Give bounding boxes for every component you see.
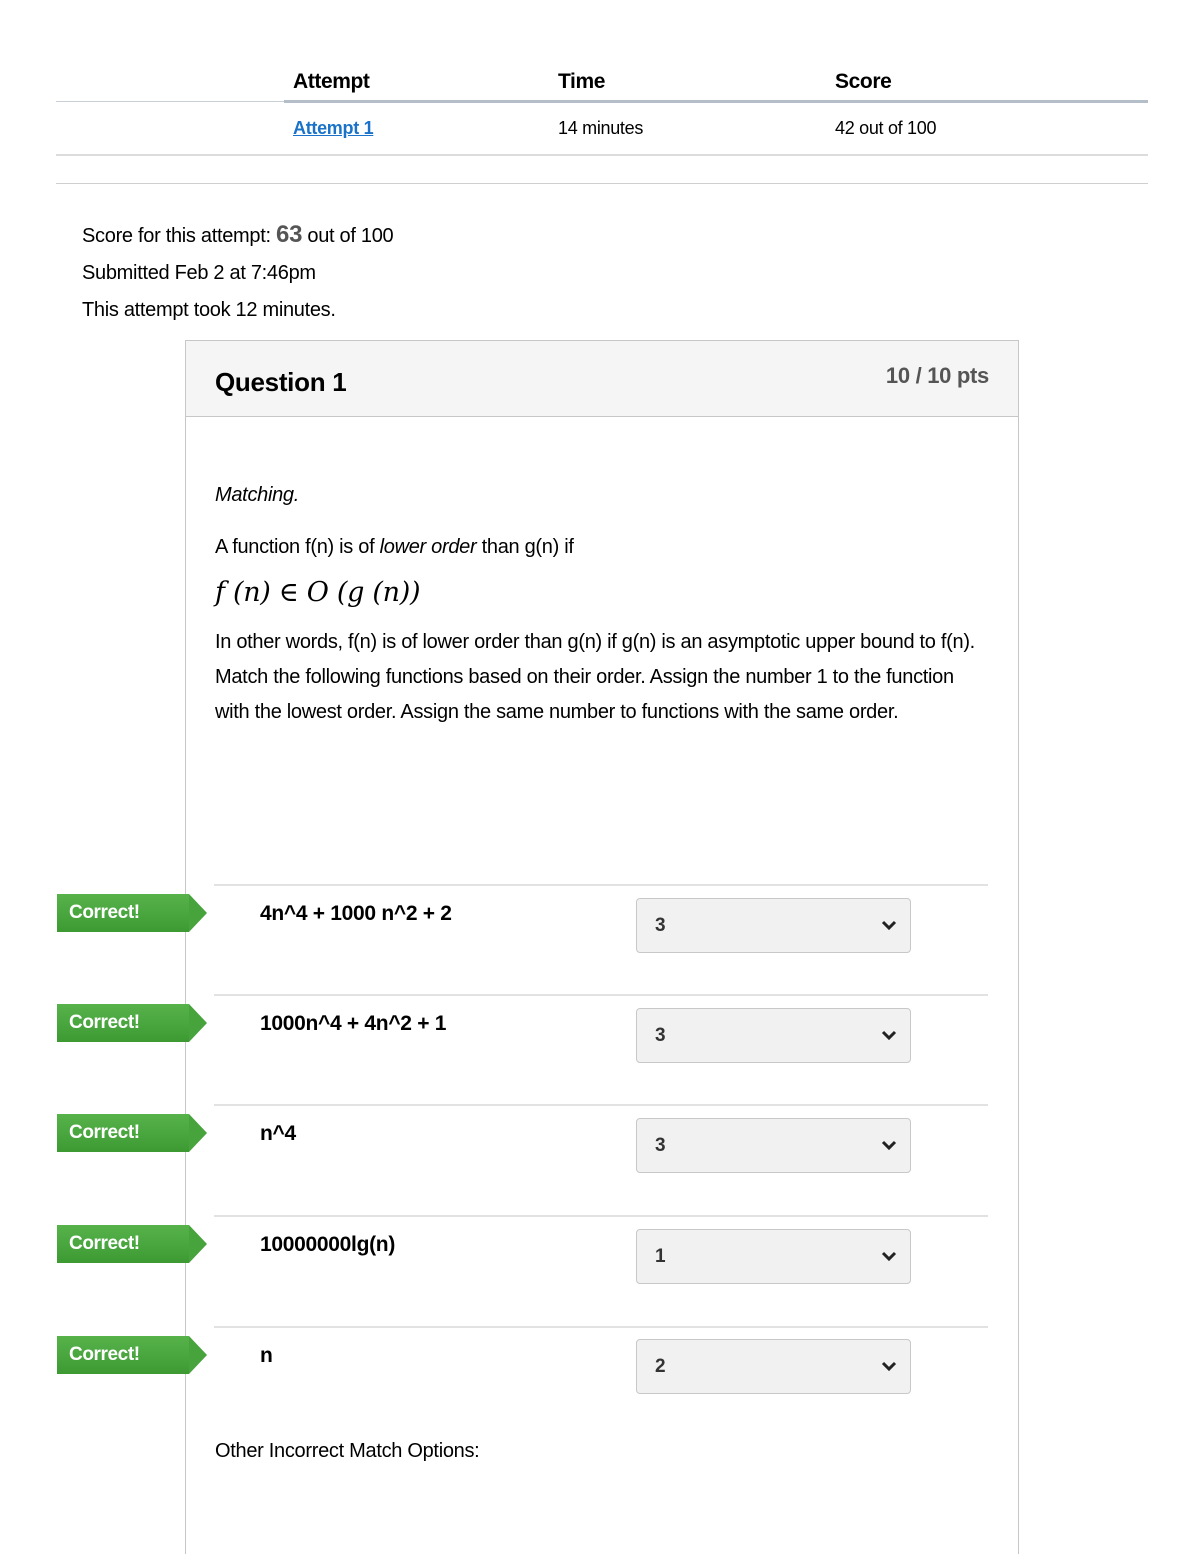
selected-value: 3 [655,915,666,936]
attempt-score-line [82,216,393,255]
match-function: 1000n^4 + 4n^2 + 1 [260,1012,447,1035]
question-heading: Matching. [215,484,300,506]
correct-badge: Correct! [57,1336,207,1374]
question-formula: f (n) ∈ O (g (n)) [215,577,421,608]
selected-value: 3 [655,1135,666,1156]
match-function: n [260,1344,273,1367]
question-title: Question 1 [215,367,347,397]
match-select[interactable] [636,1008,911,1063]
question-text [215,478,975,730]
chevron-down-icon [880,916,898,934]
chevron-down-icon [880,1026,898,1044]
answer-divider [214,994,988,996]
match-select[interactable] [636,898,911,953]
attempt-summary [82,216,393,329]
question-intro [215,530,975,565]
answer-divider [214,1104,988,1106]
question-header [186,341,1018,417]
intro-before: A function f(n) is of [215,536,375,558]
correct-badge: Correct! [57,1225,207,1263]
intro-emphasis: lower order [379,536,477,558]
score-suffix: out of 100 [307,225,394,247]
chevron-down-icon [880,1247,898,1265]
attempt-time: 14 minutes [558,118,644,138]
match-select[interactable] [636,1118,911,1173]
selected-value: 2 [655,1356,666,1377]
correct-badge: Correct! [57,1114,207,1152]
score-value: 63 [276,221,303,248]
question-body: In other words, f(n) is of lower order than g(n) if g(n) is an asymptotic upper bound to f(n). Match the following functions based on their order. Assign the number 1 to the function with the lowest order. Assign the same number to functions with the same order. [215,631,975,723]
submitted-line: Submitted Feb 2 at 7:46pm [82,262,316,284]
attempts-table-header [56,56,1148,102]
match-function: 4n^4 + 1000 n^2 + 2 [260,902,452,925]
selected-value: 3 [655,1025,666,1046]
selected-value: 1 [655,1246,666,1267]
answer-divider [214,1326,988,1328]
header-score: Score [835,70,892,93]
intro-after: than g(n) if [481,536,574,558]
other-options-label: Other Incorrect Match Options: [215,1440,480,1462]
match-select[interactable] [636,1339,911,1394]
attempt-link[interactable]: Attempt 1 [293,118,374,138]
header-attempt: Attempt [293,70,370,93]
question-points: 10 / 10 pts [885,363,989,388]
answer-divider [214,884,988,886]
duration-line: This attempt took 12 minutes. [82,299,336,321]
match-function: 10000000lg(n) [260,1233,396,1256]
chevron-down-icon [880,1357,898,1375]
correct-badge: Correct! [57,1004,207,1042]
attempts-table [56,56,1148,156]
match-function: n^4 [260,1122,296,1145]
match-select[interactable] [636,1229,911,1284]
attempt-score: 42 out of 100 [835,118,937,138]
answer-divider [214,1215,988,1217]
section-divider [56,183,1148,184]
score-prefix: Score for this attempt: [82,225,271,247]
header-time: Time [558,70,606,93]
table-row [56,102,1148,156]
chevron-down-icon [880,1136,898,1154]
correct-badge: Correct! [57,894,207,932]
